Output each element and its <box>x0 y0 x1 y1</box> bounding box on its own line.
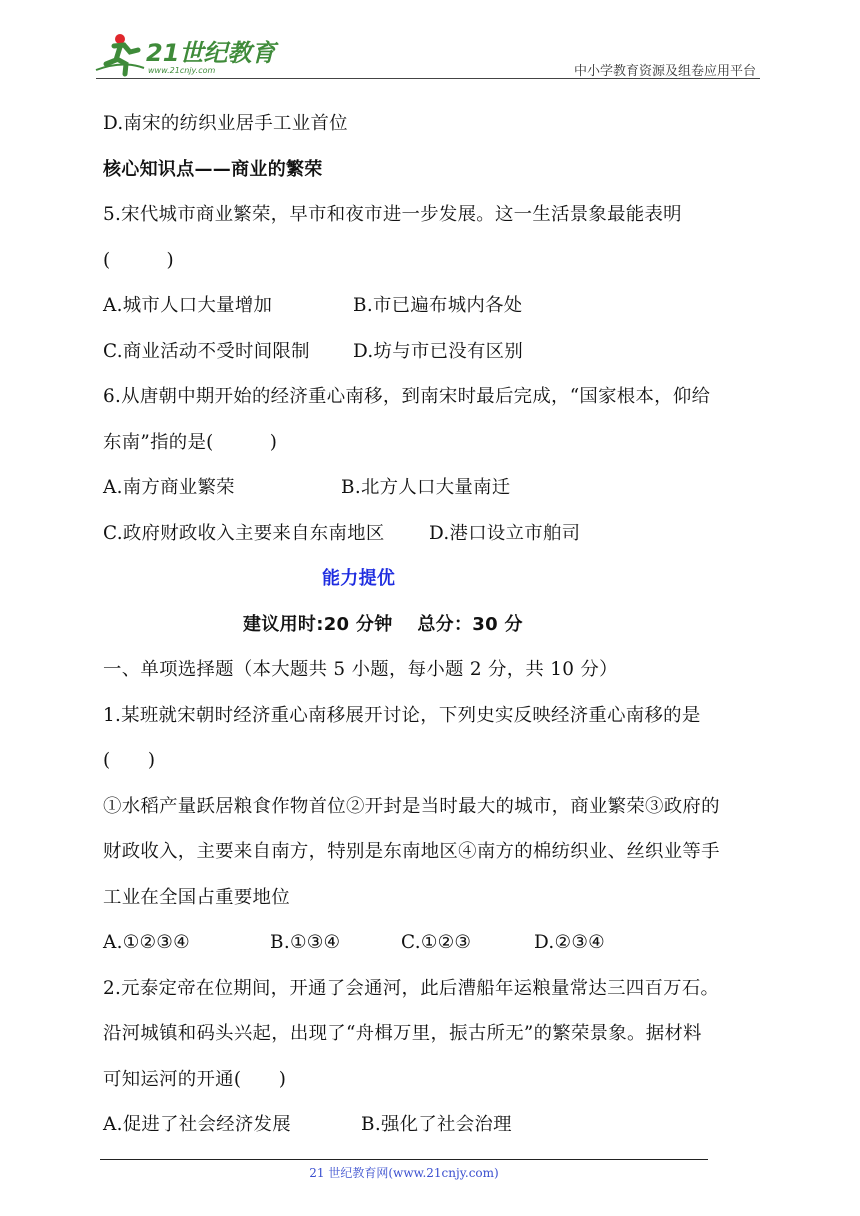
site-logo[interactable] <box>92 30 276 78</box>
document-body <box>103 101 767 1148</box>
q6-options-row1 <box>103 465 767 511</box>
q1-material-2: 财政收入，主要来自南方，特别是东南地区④南方的棉纺织业、丝织业等手 <box>103 841 720 862</box>
q5-option-a: A.城市人口大量增加 <box>103 295 273 316</box>
q2-option-a: A.促进了社会经济发展 <box>103 1114 291 1135</box>
q5-option-b: B.市已遍布城内各处 <box>353 295 523 316</box>
q5-stem: 5.宋代城市商业繁荣，早市和夜市进一步发展。这一生活景象最能表明 <box>103 204 682 225</box>
q6-stem: 6.从唐朝中期开始的经济重心南移，到南宋时最后完成，“国家根本，仰给 <box>103 386 711 407</box>
q5-blank: ( ) <box>103 249 175 271</box>
q1-material-1: ①水稻产量跃居粮食作物首位②开封是当时最大的城市，商业繁荣③政府的 <box>103 795 720 817</box>
page-header <box>0 0 860 80</box>
part-one-heading: 一、单项选择题（本大题共 5 小题，每小题 2 分，共 10 分） <box>103 659 618 680</box>
q2-options <box>103 1102 767 1148</box>
q5-option-d: D.坊与市已没有区别 <box>353 340 524 362</box>
q1-option-c: C.①②③ <box>401 932 472 953</box>
svg-text:www.21cnjy.com: www.21cnjy.com <box>148 66 216 75</box>
section-title: 能力提优 <box>322 568 396 589</box>
q6-option-a: A.南方商业繁荣 <box>103 477 235 498</box>
q5-options-row1 <box>103 283 767 329</box>
q1-stem: 1.某班就宋朝时经济重心南移展开讨论，下列史实反映经济重心南移的是 <box>103 704 701 726</box>
q5-options-row2 <box>103 329 767 375</box>
header-divider <box>96 78 760 79</box>
q6-option-d: D.港口设立市舶司 <box>429 522 581 544</box>
q2-option-b: B.强化了社会治理 <box>361 1114 512 1135</box>
q1-option-b: B.①③④ <box>270 932 341 953</box>
footer-link[interactable]: 21 世纪教育网(www.21cnjy.com) <box>309 1166 499 1180</box>
q6-option-b: B.北方人口大量南迁 <box>341 477 511 498</box>
runner-logo-icon <box>92 30 276 78</box>
q1-blank: ( ) <box>103 750 156 771</box>
q4-option-d: D.南宋的纺织业居手工业首位 <box>103 113 348 134</box>
footer-divider <box>100 1159 708 1160</box>
knowledge-heading: 核心知识点——商业的繁荣 <box>103 158 323 180</box>
q2-stem: 2.元泰定帝在位期间，开通了会通河，此后漕船年运粮量常达三四百万石。 <box>103 977 720 999</box>
q1-material-3: 工业在全国占重要地位 <box>103 886 290 908</box>
q5-option-c: C.商业活动不受时间限制 <box>103 340 310 362</box>
q1-options <box>103 920 767 966</box>
time-info: 建议用时:20 分钟 总分：30 分 <box>243 613 523 635</box>
q6-options-row2 <box>103 511 767 557</box>
q1-option-d: D.②③④ <box>534 932 605 953</box>
q2-stem-end: 可知运河的开通( ) <box>103 1068 287 1090</box>
q1-option-a: A.①②③④ <box>103 932 190 953</box>
platform-slogan: 中小学教育资源及组卷应用平台 <box>573 64 756 79</box>
q6-stem-cont: 东南”指的是( ) <box>103 431 278 453</box>
svg-text:21世纪教育: 21世纪教育 <box>146 39 276 67</box>
q6-option-c: C.政府财政收入主要来自东南地区 <box>103 522 385 544</box>
q2-stem-cont: 沿河城镇和码头兴起，出现了“舟楫万里，振古所无”的繁荣景象。据材料 <box>103 1023 702 1044</box>
